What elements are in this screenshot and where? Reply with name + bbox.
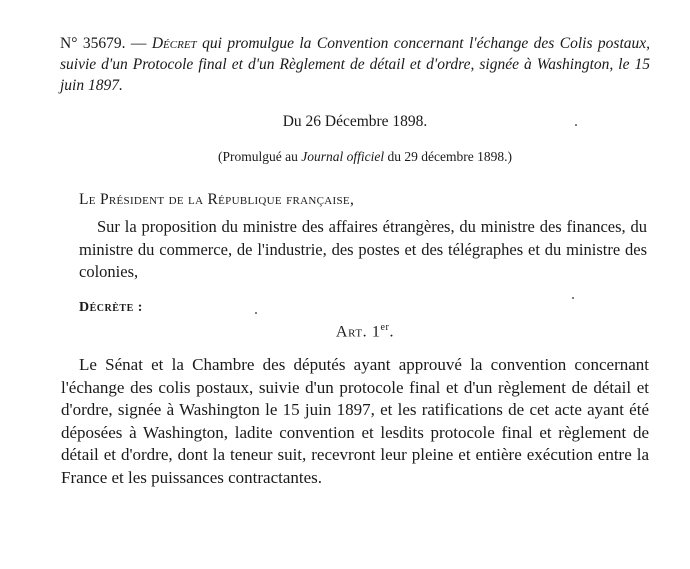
decrete-heading: Décrète : — [79, 300, 143, 315]
scan-speck — [572, 297, 574, 299]
article-heading — [0, 322, 690, 341]
journal-name: Journal officiel — [301, 149, 385, 164]
header-dash: — — [125, 35, 152, 52]
scan-speck — [255, 312, 257, 314]
article-body-paragraph — [61, 354, 649, 489]
article-dot: . — [389, 323, 395, 341]
article-body-text: Le Sénat et la Chambre des députés ayant approuvé la convention concernant l'échange des colis postaux, suivie d'un protocole final et d'un règlement de détail et d'ordre, signée à Washington le 15 juin 1897, et les ratifications de cet acte ayant été déposées à Washington, ladite convention et lesdits protocole final et règlement de détail et d'ordre, dont la teneur suit, recevront leur pleine et entière exécution entre la France et les puissances contractantes. — [61, 355, 649, 487]
president-heading: Le Président de la République française, — [79, 191, 355, 208]
decree-label: Décret — [151, 35, 197, 52]
decree-title: qui promulgue la Convention concernant l'échange des Colis postaux, suivie d'un Protocole final et d'un Règlement de détail et d'ordre, signée à Washington, le 15 juin 1897. — [60, 35, 651, 94]
decree-number: N° 35679. — [60, 35, 126, 52]
promulgation-note — [0, 149, 690, 165]
scan-speck — [575, 124, 577, 126]
proposal-text: Sur la proposition du ministre des affaires étrangères, du ministre des finances, du ministre du commerce, de l'industrie, des postes et des télégraphes et du ministre des colonies, — [79, 217, 647, 281]
decree-date: Du 26 Décembre 1898. — [282, 113, 428, 130]
article-label: Art. 1 — [335, 323, 381, 341]
promulgation-close: du 29 décembre 1898.) — [384, 149, 512, 164]
decree-header — [60, 33, 650, 96]
article-superscript: er — [380, 322, 390, 333]
proposal-paragraph — [79, 216, 647, 284]
promulgation-open: (Promulgué au — [218, 149, 302, 164]
